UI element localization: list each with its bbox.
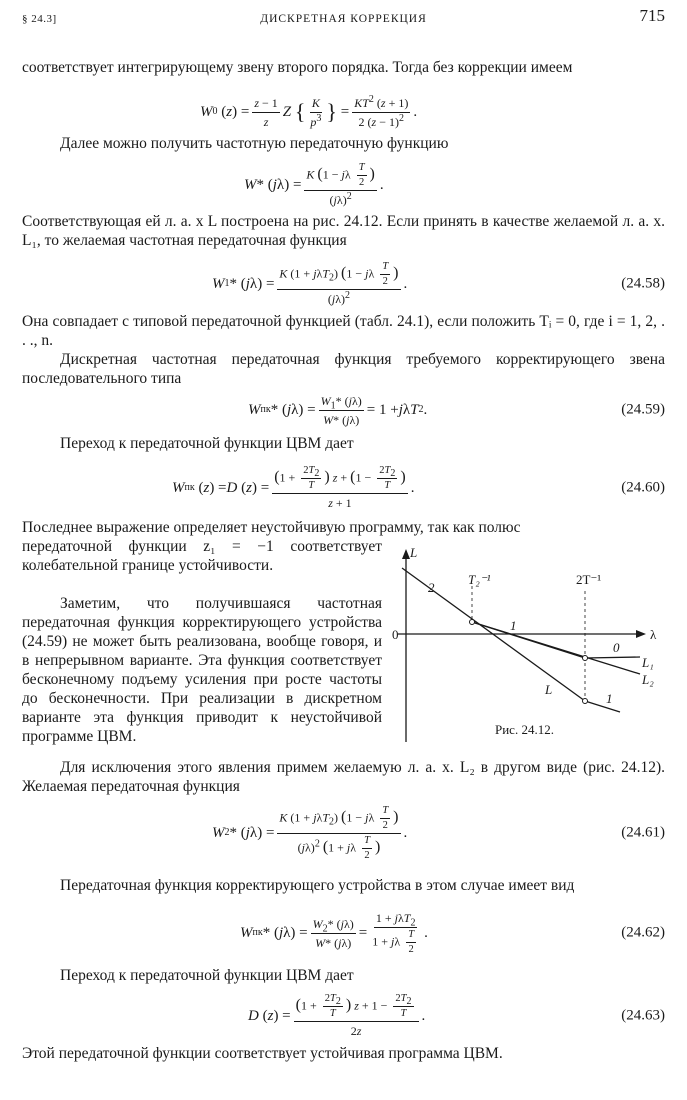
curve-L2-label: L₂ xyxy=(642,672,654,687)
slope-1-label: 1 xyxy=(510,618,517,633)
x-axis-arrow xyxy=(636,630,646,638)
page-number: 715 xyxy=(639,6,665,25)
paragraph-4: Она совпадает с типовой передаточной функцией (табл. 24.1), если положить Tᵢ = 0, где i = 1, 2, . . ., n. xyxy=(22,313,665,349)
section-number: § 24.3] xyxy=(22,13,57,25)
equation-24-58: W 1 * ( j λ) = K (1 + jλT$_2$) (1 − jλ $\frac{T}{2}$ ) $(j\lambda)^2$ . (24.58) xyxy=(212,261,665,306)
slope-2-label: 2 xyxy=(428,580,435,595)
paragraph-7b: передаточной функции z₁ = −1 соответствует колебательной границе устойчивости. xyxy=(22,538,382,574)
equation-24-62: W пк * ( j λ) = $\frac{W_2* (j\lambda)}{W* (j\lambda)}$ = 1 + jλT$_2$ 1 + jλ $\frac{T}{2}$ . (24.62) xyxy=(240,911,665,955)
t-label: 2T⁻¹ xyxy=(576,572,602,587)
paragraph-3: Соответствующая ей л. а. х L построена на рис. 24.12. Если принять в качестве желаемой л. а. х. L₁, то желаемая частотная передаточная функция xyxy=(22,213,665,249)
corner-point xyxy=(583,699,588,704)
paragraph-9: Для исключения этого явления примем желаемую л. а. х. L₂ в другом виде (рис. 24.12). Желаемая передаточная функция xyxy=(22,759,665,795)
x-axis-label: λ xyxy=(650,627,657,642)
paragraph-8: Заметим, что получившаяся частотная передаточная функция корректирующего устройства (24.59) не может быть реализована, вообще говоря, и в непрерывном варианте. Эта функция соответствует бесконечному подъему усиления при росте частоты до бесконечности. При реализации в дискретном варианте эта функция приводит к неустойчивой программе ЦВМ. xyxy=(22,595,382,745)
equation-24-59: W пк * ( j λ) = $\frac{W_1* (j\lambda)}{W* (j\lambda)}$ = 1 + j λ T 2 . (24.59) xyxy=(248,393,665,427)
equation-24-63: D ( z ) = (1 + $\frac{2T_2}{T}$ ) z + 1 − $\frac{2T_2}{T}$ 2z . (24.63) xyxy=(248,993,665,1038)
chapter-title: ДИСКРЕТНАЯ КОРРЕКЦИЯ xyxy=(260,13,427,25)
equation-number: (24.60) xyxy=(621,479,665,496)
equation-number: (24.62) xyxy=(621,924,665,941)
y-axis-label: L xyxy=(410,546,418,560)
curve-L-tail xyxy=(585,701,620,712)
paragraph-11: Переход к передаточной функции ЦВМ дает xyxy=(60,967,354,984)
figure-caption: Рис. 24.12. xyxy=(495,722,554,737)
slope-0-label: 0 xyxy=(613,640,620,655)
equation-24-60: W пк ( z ) = D ( z ) = (1 + $\frac{2T_2}{T}$ ) z + (1 − $\frac{2T_2}{T}$ ) z + 1 . (24.60) xyxy=(172,465,665,510)
equation-wstar: W * ( j λ) = K (1 − jλ $\frac{T}{2}$ ) $(j\lambda)^2$ . xyxy=(244,162,384,207)
paragraph-12: Этой передаточной функции соответствует устойчивая программа ЦВМ. xyxy=(22,1045,503,1062)
slope-1b-label: 1 xyxy=(606,691,613,706)
y-axis-arrow xyxy=(402,549,410,559)
equation-number: (24.63) xyxy=(621,1007,665,1024)
curve-L-label: L xyxy=(545,682,553,697)
corner-point xyxy=(583,656,588,661)
curve-L1-flat xyxy=(585,657,640,658)
paragraph-2: Далее можно получить частотную передаточную функцию xyxy=(60,135,449,152)
t2-label: T₂⁻¹ xyxy=(468,572,491,587)
paragraph-1: соответствует интегрирующему звену второго порядка. Тогда без коррекции имеем xyxy=(22,59,573,76)
equation-24-61: W 2 * ( j λ) = K (1 + jλT$_2$) (1 − jλ $\frac{T}{2}$ ) $(j\lambda)^2$ (1 + jλ $\frac{T}{2}$ ) . (24.61) xyxy=(212,804,665,861)
figure-24-12 xyxy=(388,546,668,746)
equation-number: (24.61) xyxy=(621,824,665,841)
curve-L1-label: L₁ xyxy=(642,655,654,670)
paragraph-5: Дискретная частотная передаточная функция требуемого корректирующего звена последовательного типа xyxy=(22,351,665,387)
equation-number: (24.58) xyxy=(621,275,665,292)
origin-label: 0 xyxy=(392,627,399,642)
equation-w0: W 0 ( z ) = $\frac{z - 1}{z}$ Z { $\frac{K}{p^3}$ } = $\frac{KT^2 (z + 1)}{2 (z - 1)^2}$ . xyxy=(200,93,418,129)
paragraph-7a: Последнее выражение определяет неустойчивую программу, так как полюс xyxy=(22,519,521,536)
paragraph-10: Передаточная функция корректирующего устройства в этом случае имеет вид xyxy=(60,877,575,894)
equation-number: (24.59) xyxy=(621,401,665,418)
corner-point xyxy=(470,620,475,625)
running-header xyxy=(22,8,665,30)
paragraph-6: Переход к передаточной функции ЦВМ дает xyxy=(60,435,354,452)
